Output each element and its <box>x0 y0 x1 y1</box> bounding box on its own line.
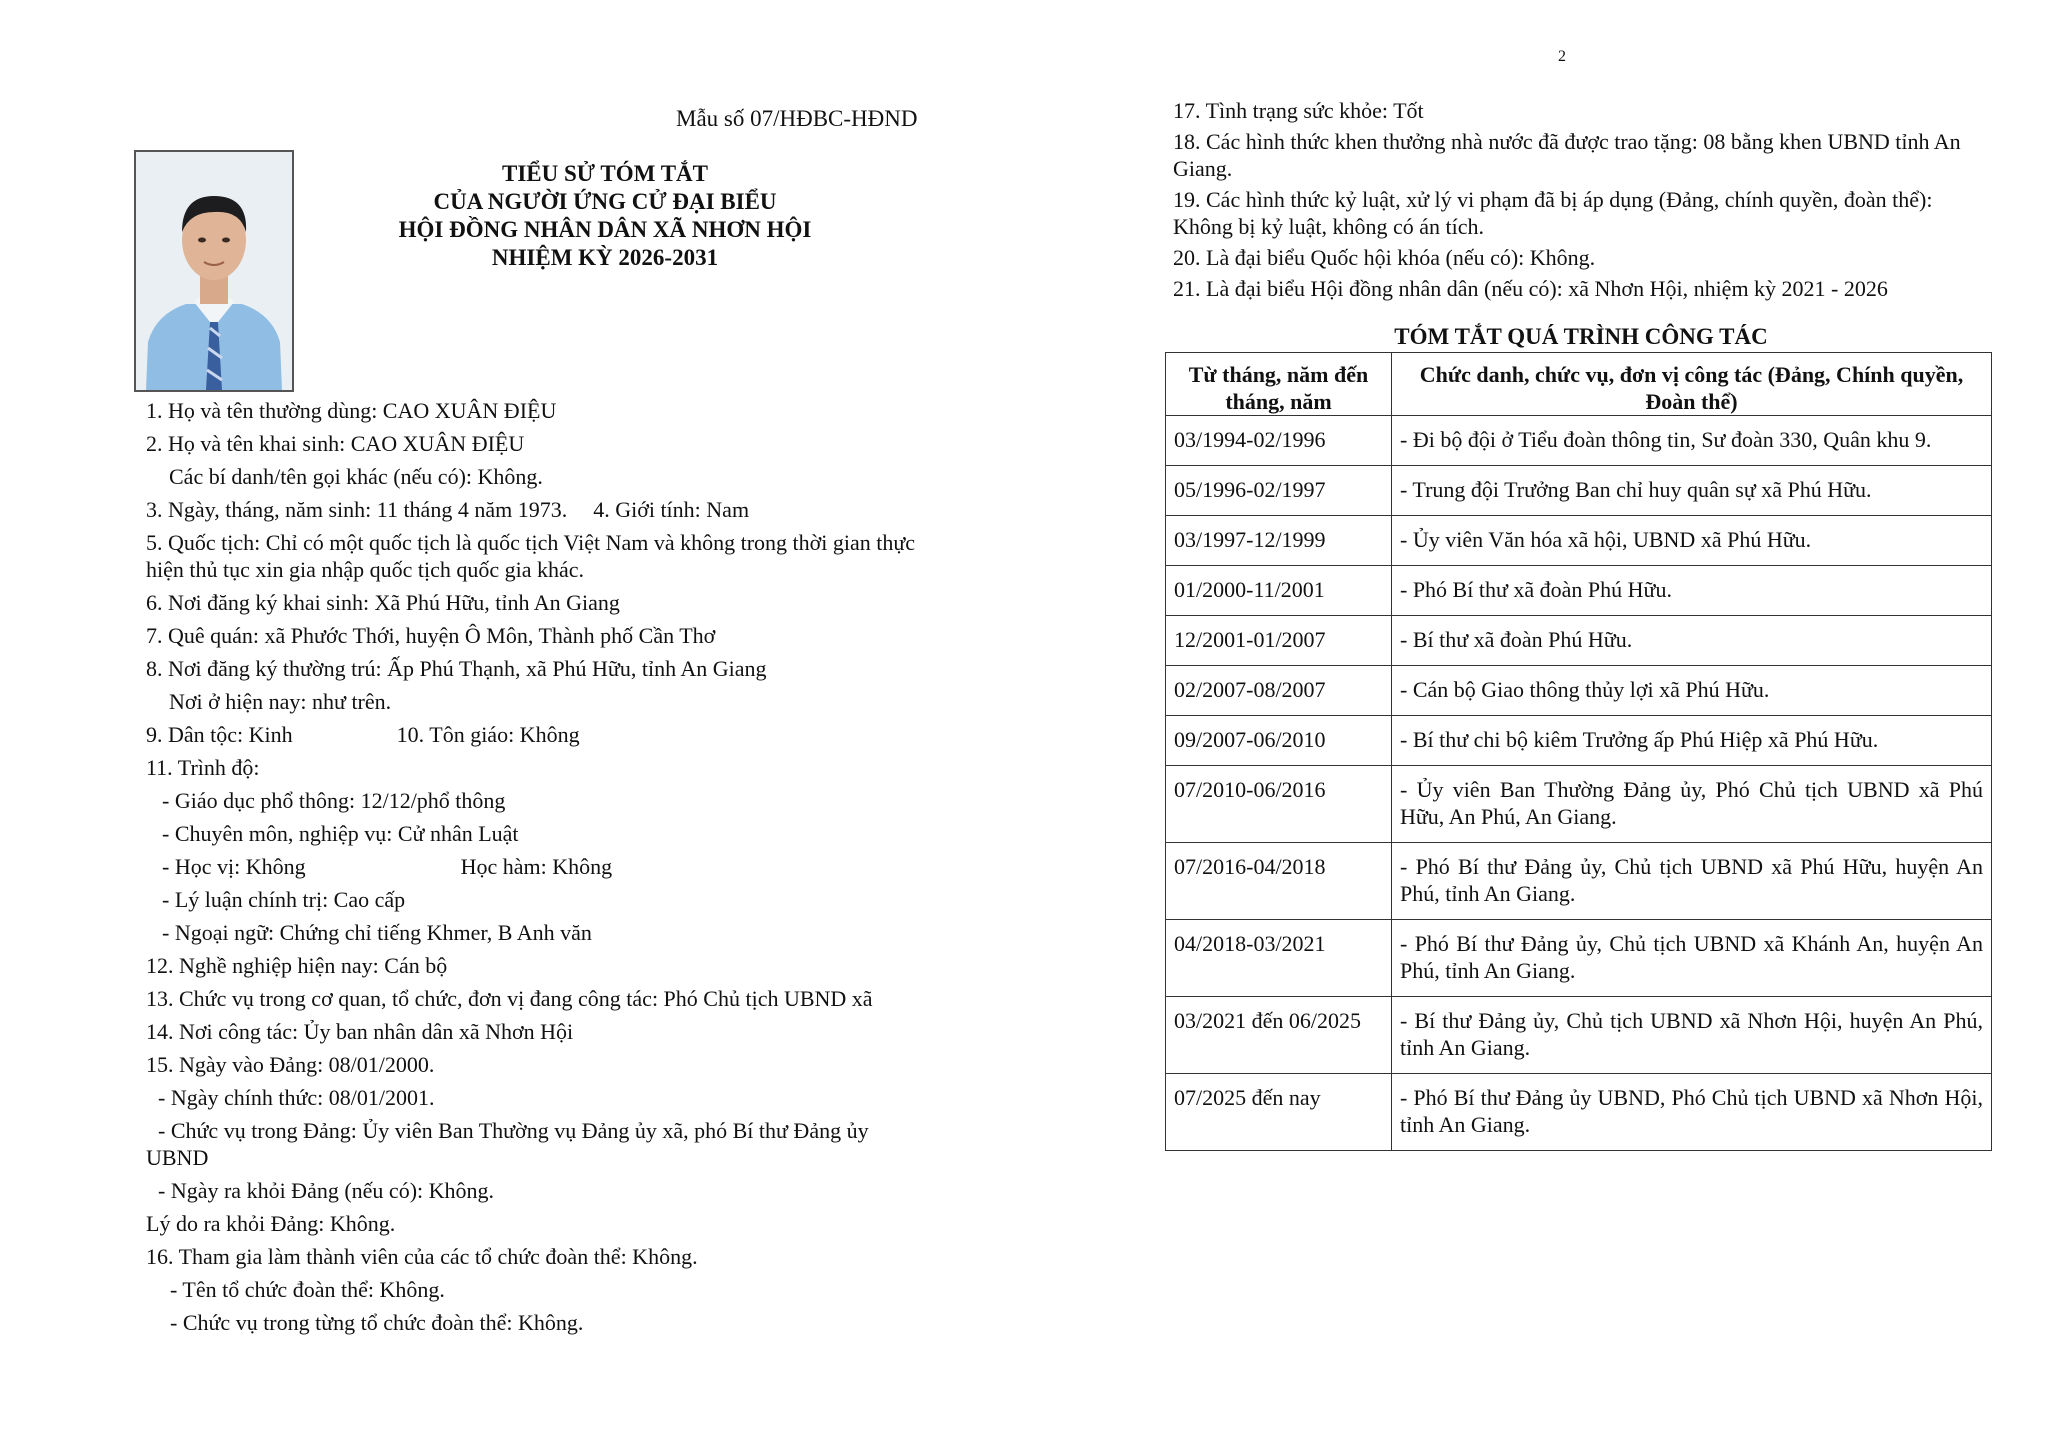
organization-names: - Tên tổ chức đoàn thể: Không. <box>170 1277 445 1302</box>
title-line: NHIỆM KỲ 2026-2031 <box>491 245 719 270</box>
table-header-row <box>1166 353 1992 416</box>
table-row <box>1166 416 1992 466</box>
table-row <box>1166 516 1992 566</box>
party-leave-date: - Ngày ra khỏi Đảng (nếu có): Không. <box>158 1178 495 1203</box>
education-heading: 11. Trình độ: <box>146 755 260 780</box>
table-row <box>1166 997 1992 1074</box>
gender: 4. Giới tính: Nam <box>593 497 750 522</box>
mass-organizations: 16. Tham gia làm thành viên của các tổ chức đoàn thể: Không. <box>146 1244 698 1269</box>
portrait-image <box>136 152 292 390</box>
birth-name: 2. Họ và tên khai sinh: CAO XUÂN ĐIỆU <box>146 431 525 456</box>
document-title <box>340 160 870 272</box>
national-assembly-delegate: 20. Là đại biểu Quốc hội khóa (nếu có): Không. <box>1173 245 1596 270</box>
role-cell: - Phó Bí thư Đảng ủy, Chủ tịch UBND xã Phú Hữu, huyện An Phú, tỉnh An Giang. <box>1392 843 1992 920</box>
hometown: 7. Quê quán: xã Phước Thới, huyện Ô Môn, Thành phố Cần Thơ <box>146 623 716 648</box>
role-column-header: Chức danh, chức vụ, đơn vị công tác (Đảng, Chính quyền, Đoàn thể) <box>1392 353 1992 416</box>
period-cell: 03/1997-12/1999 <box>1166 516 1392 566</box>
candidate-portrait-photo <box>134 150 294 392</box>
role-cell: - Trung đội Trưởng Ban chỉ huy quân sự xã Phú Hữu. <box>1392 466 1992 516</box>
period-cell: 05/1996-02/1997 <box>1166 466 1392 516</box>
role-cell: - Bí thư xã đoàn Phú Hữu. <box>1392 616 1992 666</box>
table-row <box>1166 843 1992 920</box>
role-cell: - Bí thư chi bộ kiêm Trưởng ấp Phú Hiệp xã Phú Hữu. <box>1392 716 1992 766</box>
period-cell: 02/2007-08/2007 <box>1166 666 1392 716</box>
career-table-body <box>1166 416 1992 1151</box>
table-row <box>1166 716 1992 766</box>
table-row <box>1166 766 1992 843</box>
table-row <box>1166 466 1992 516</box>
political-theory: - Lý luận chính trị: Cao cấp <box>162 887 406 912</box>
table-row <box>1166 920 1992 997</box>
nationality: 5. Quốc tịch: Chỉ có một quốc tịch là quốc tịch Việt Nam và không trong thời gian thực hiện thủ tục xin gia nhập quốc tịch quốc gia khác. <box>146 530 916 582</box>
personal-info-section <box>146 397 930 1342</box>
career-table <box>1165 352 1992 1151</box>
additional-info-section <box>1173 97 1993 306</box>
party-position: - Chức vụ trong Đảng: Ủy viên Ban Thường vụ Đảng ủy xã, phó Bí thư Đảng ủy UBND <box>146 1118 869 1170</box>
party-leave-reason: Lý do ra khỏi Đảng: Không. <box>146 1211 396 1236</box>
awards: 18. Các hình thức khen thưởng nhà nước đã được trao tặng: 08 bằng khen UBND tỉnh An Giang. <box>1173 129 1961 181</box>
role-cell: - Cán bộ Giao thông thủy lợi xã Phú Hữu. <box>1392 666 1992 716</box>
workplace: 14. Nơi công tác: Ủy ban nhân dân xã Nhơn Hội <box>146 1019 574 1044</box>
foreign-language: - Ngoại ngữ: Chứng chỉ tiếng Khmer, B Anh văn <box>162 920 592 945</box>
birth-date: 3. Ngày, tháng, năm sinh: 11 tháng 4 năm 1973. <box>146 497 568 522</box>
title-line: CỦA NGƯỜI ỨNG CỬ ĐẠI BIỂU <box>433 189 777 214</box>
current-residence: Nơi ở hiện nay: như trên. <box>169 689 392 714</box>
role-cell: - Phó Bí thư xã đoàn Phú Hữu. <box>1392 566 1992 616</box>
period-cell: 12/2001-01/2007 <box>1166 616 1392 666</box>
period-cell: 07/2016-04/2018 <box>1166 843 1392 920</box>
religion: 10. Tôn giáo: Không <box>396 722 580 747</box>
title-line: HỘI ĐỒNG NHÂN DÂN XÃ NHƠN HỘI <box>398 217 812 242</box>
table-row <box>1166 666 1992 716</box>
period-cell: 03/1994-02/1996 <box>1166 416 1392 466</box>
current-occupation: 12. Nghề nghiệp hiện nay: Cán bộ <box>146 953 448 978</box>
period-column-header: Từ tháng, năm đến tháng, năm <box>1166 353 1392 416</box>
peoples-council-delegate: 21. Là đại biểu Hội đồng nhân dân (nếu có): xã Nhơn Hội, nhiệm kỳ 2021 - 2026 <box>1173 276 1888 301</box>
birth-date-gender <box>146 496 930 523</box>
disciplinary-record: 19. Các hình thức kỷ luật, xử lý vi phạm đã bị áp dụng (Đảng, chính quyền, đoàn thể): Không bị kỷ luật, không có án tích. <box>1173 187 1933 239</box>
party-official-date: - Ngày chính thức: 08/01/2001. <box>158 1085 435 1110</box>
period-cell: 09/2007-06/2010 <box>1166 716 1392 766</box>
period-cell: 07/2025 đến nay <box>1166 1074 1392 1151</box>
degree-title <box>146 853 930 880</box>
professional-qualification: - Chuyên môn, nghiệp vụ: Cử nhân Luật <box>162 821 519 846</box>
table-row <box>1166 616 1992 666</box>
role-cell: - Phó Bí thư Đảng ủy UBND, Phó Chủ tịch UBND xã Nhơn Hội, tỉnh An Giang. <box>1392 1074 1992 1151</box>
period-cell: 01/2000-11/2001 <box>1166 566 1392 616</box>
aliases: Các bí danh/tên gọi khác (nếu có): Không. <box>169 464 543 489</box>
period-cell: 04/2018-03/2021 <box>1166 920 1392 997</box>
role-cell: - Ủy viên Văn hóa xã hội, UBND xã Phú Hữu. <box>1392 516 1992 566</box>
ethnicity: 9. Dân tộc: Kinh <box>146 722 293 747</box>
table-row <box>1166 1074 1992 1151</box>
role-cell: - Ủy viên Ban Thường Đảng ủy, Phó Chủ tịch UBND xã Phú Hữu, An Phú, An Giang. <box>1392 766 1992 843</box>
academic-degree: - Học vị: Không <box>162 854 306 879</box>
birth-registration-place: 6. Nơi đăng ký khai sinh: Xã Phú Hữu, tỉnh An Giang <box>146 590 620 615</box>
role-cell: - Phó Bí thư Đảng ủy, Chủ tịch UBND xã Khánh An, huyện An Phú, tỉnh An Giang. <box>1392 920 1992 997</box>
current-position: 13. Chức vụ trong cơ quan, tổ chức, đơn vị đang công tác: Phó Chủ tịch UBND xã <box>146 986 873 1011</box>
academic-title: Học hàm: Không <box>460 854 613 879</box>
period-cell: 07/2010-06/2016 <box>1166 766 1392 843</box>
form-number: Mẫu số 07/HĐBC-HĐND <box>676 106 918 131</box>
organization-positions: - Chức vụ trong từng tổ chức đoàn thể: Không. <box>170 1310 584 1335</box>
page-number: 2 <box>1558 48 1566 65</box>
role-cell: - Bí thư Đảng ủy, Chủ tịch UBND xã Nhơn Hội, huyện An Phú, tỉnh An Giang. <box>1392 997 1992 1074</box>
party-join-date: 15. Ngày vào Đảng: 08/01/2000. <box>146 1052 435 1077</box>
ethnicity-religion <box>146 721 930 748</box>
career-summary-title: TÓM TẮT QUÁ TRÌNH CÔNG TÁC <box>1394 324 1768 349</box>
general-education: - Giáo dục phổ thông: 12/12/phổ thông <box>162 788 506 813</box>
permanent-residence: 8. Nơi đăng ký thường trú: Ấp Phú Thạnh, xã Phú Hữu, tỉnh An Giang <box>146 656 767 681</box>
health-status: 17. Tình trạng sức khỏe: Tốt <box>1173 98 1424 123</box>
period-cell: 03/2021 đến 06/2025 <box>1166 997 1392 1074</box>
common-name: 1. Họ và tên thường dùng: CAO XUÂN ĐIỆU <box>146 398 557 423</box>
title-line: TIỂU SỬ TÓM TẮT <box>502 161 708 186</box>
table-row <box>1166 566 1992 616</box>
role-cell: - Đi bộ đội ở Tiểu đoàn thông tin, Sư đoàn 330, Quân khu 9. <box>1392 416 1992 466</box>
